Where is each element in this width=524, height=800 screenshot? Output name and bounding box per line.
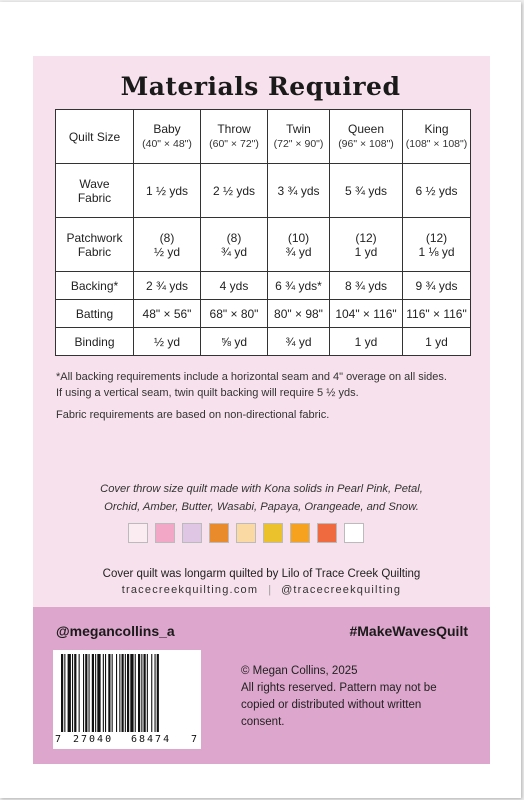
table-cell: 3 ¾ yds — [268, 164, 330, 218]
barcode-digit: 7 — [55, 734, 62, 745]
size-header — [403, 110, 471, 164]
quilt-hashtag[interactable]: #MakeWavesQuilt — [349, 623, 468, 639]
fabric-amount: ¾ yd — [285, 244, 312, 259]
table-cell: 104" × 116" — [330, 300, 403, 328]
color-swatch — [290, 523, 310, 543]
table-row-batting — [56, 300, 471, 328]
color-swatch — [263, 523, 283, 543]
barcode-bar — [147, 654, 148, 732]
table-cell: 4 yds — [201, 272, 268, 300]
barcode-bar — [103, 654, 104, 732]
fat-quarter-count: (12) — [425, 230, 448, 245]
table-cell — [134, 218, 201, 272]
table-row-patchwork-fabric — [56, 218, 471, 272]
size-dims: (108" × 108") — [405, 138, 468, 150]
size-header — [268, 110, 330, 164]
color-swatch — [155, 523, 175, 543]
row-label: Fabric — [77, 190, 112, 205]
row-label: Wave — [79, 176, 110, 191]
barcode-digit: 27040 — [73, 734, 114, 745]
barcode-bar — [79, 654, 80, 732]
table-cell: 9 ¾ yds — [403, 272, 471, 300]
credit-links — [33, 584, 490, 596]
barcode-bar — [135, 654, 136, 732]
row-label: Fabric — [77, 244, 112, 259]
barcode-bar — [95, 654, 96, 732]
color-swatches — [128, 523, 364, 545]
fat-quarter-count: (12) — [355, 230, 377, 245]
barcode-bar — [61, 654, 63, 732]
barcode-bar — [157, 654, 159, 732]
barcode-bar — [83, 654, 84, 732]
fabric-amount: ¾ yd — [220, 244, 247, 259]
size-name: Queen — [347, 122, 385, 136]
barcode-bar — [108, 654, 110, 732]
size-dims: (40" × 48") — [142, 138, 192, 150]
table-cell — [403, 218, 471, 272]
barcode-bar — [125, 654, 126, 732]
barcode-digit: 68474 — [131, 734, 172, 745]
row-header: Backing* — [56, 272, 134, 300]
row-header — [56, 218, 134, 272]
color-swatch — [317, 523, 337, 543]
size-name: Twin — [286, 122, 311, 136]
table-row-wave-fabric — [56, 164, 471, 218]
copyright-block — [241, 663, 481, 731]
barcode-bar — [85, 654, 87, 732]
cover-description — [40, 480, 483, 516]
size-dims: (60" × 72") — [209, 138, 259, 150]
backing-note-vertical: If using a vertical seam, twin quilt backing will require 5 ½ yds. — [56, 387, 359, 399]
fabric-amount: ½ yd — [153, 244, 180, 259]
color-swatch — [128, 523, 148, 543]
table-cell — [330, 218, 403, 272]
fat-quarter-count: (8) — [226, 230, 242, 245]
barcode-bar — [144, 654, 146, 732]
cover-line: Orchid, Amber, Butter, Wasabi, Papaya, Orangeade, and Snow. — [104, 501, 419, 513]
copyright-line: © Megan Collins, 2025 — [241, 665, 358, 677]
table-row-backing — [56, 272, 471, 300]
barcode-bar — [97, 654, 100, 732]
designer-handle[interactable]: @megancollins_a — [56, 623, 175, 639]
barcode-bar — [130, 654, 133, 732]
copyright-line: consent. — [241, 716, 285, 728]
table-cell: 48" × 56" — [134, 300, 201, 328]
size-dims: (96" × 108") — [338, 138, 394, 150]
barcode — [53, 650, 201, 749]
copyright-line: All rights reserved. Pattern may not be — [241, 682, 437, 694]
table-cell: ½ yd — [134, 328, 201, 356]
fat-quarter-count: (10) — [287, 230, 310, 245]
table-row-binding — [56, 328, 471, 356]
fabric-note: Fabric requirements are based on non-directional fabric. — [56, 409, 330, 421]
barcode-bar — [72, 654, 73, 732]
fabric-amount: 1 yd — [354, 244, 378, 259]
page-title: Materials Required — [120, 72, 401, 101]
size-name: Baby — [153, 122, 181, 136]
barcode-bar — [155, 654, 156, 732]
table-cell: 5 ¾ yds — [330, 164, 403, 218]
barcode-bar — [64, 654, 65, 732]
row-header: Binding — [56, 328, 134, 356]
table-cell: 80" × 98" — [268, 300, 330, 328]
table-cell: 1 ½ yds — [134, 164, 201, 218]
table-cell: ¾ yd — [268, 328, 330, 356]
table-cell: 1 yd — [403, 328, 471, 356]
quilting-credit: Cover quilt was longarm quilted by Lilo of Trace Creek Quilting — [102, 568, 421, 580]
barcode-bar — [105, 654, 106, 732]
table-cell: 8 ¾ yds — [330, 272, 403, 300]
barcode-bar — [138, 654, 140, 732]
table-cell — [201, 218, 268, 272]
color-swatch — [182, 523, 202, 543]
color-swatch — [344, 523, 364, 543]
barcode-bars — [61, 654, 193, 734]
website-link[interactable]: tracecreekquilting.com — [121, 584, 259, 596]
barcode-bar — [116, 654, 117, 732]
table-header-row — [56, 110, 471, 164]
barcode-bar — [151, 654, 152, 732]
table-cell: 2 ½ yds — [201, 164, 268, 218]
size-header — [201, 110, 268, 164]
cover-line: Cover throw size quilt made with Kona solids in Pearl Pink, Petal, — [100, 483, 423, 495]
barcode-bar — [89, 654, 90, 732]
size-header — [330, 110, 403, 164]
color-swatch — [236, 523, 256, 543]
table-cell: 6 ¾ yds* — [268, 272, 330, 300]
barcode-bar — [112, 654, 113, 732]
backing-note: *All backing requirements include a horizontal seam and 4" overage on all sides. — [56, 371, 447, 383]
fabric-amount: 1 ⅛ yd — [418, 244, 455, 259]
row-label: Patchwork — [66, 230, 123, 245]
barcode-bar — [127, 654, 129, 732]
barcode-digit: 7 — [191, 734, 198, 745]
barcode-bar — [119, 654, 120, 732]
barcode-bar — [68, 654, 71, 732]
materials-table — [55, 109, 471, 356]
size-name: King — [424, 122, 449, 136]
size-dims: (72" × 90") — [273, 138, 324, 150]
row-header — [56, 164, 134, 218]
notes — [56, 369, 476, 423]
link-separator: | — [268, 584, 272, 596]
table-cell: 116" × 116" — [403, 300, 471, 328]
table-cell: 2 ¾ yds — [134, 272, 201, 300]
size-name: Throw — [217, 122, 251, 136]
table-cell: 6 ½ yds — [403, 164, 471, 218]
barcode-bar — [122, 654, 124, 732]
size-header — [134, 110, 201, 164]
copyright-line: copied or distributed without written — [241, 699, 422, 711]
barcode-bar — [92, 654, 94, 732]
color-swatch — [209, 523, 229, 543]
corner-header: Quilt Size — [56, 110, 134, 164]
table-cell — [268, 218, 330, 272]
instagram-link[interactable]: @tracecreekquilting — [281, 584, 402, 596]
barcode-bar — [141, 654, 142, 732]
fat-quarter-count: (8) — [159, 230, 175, 245]
barcode-bar — [74, 654, 76, 732]
table-cell: ⅝ yd — [201, 328, 268, 356]
row-header: Batting — [56, 300, 134, 328]
table-cell: 1 yd — [330, 328, 403, 356]
table-cell: 68" × 80" — [201, 300, 268, 328]
